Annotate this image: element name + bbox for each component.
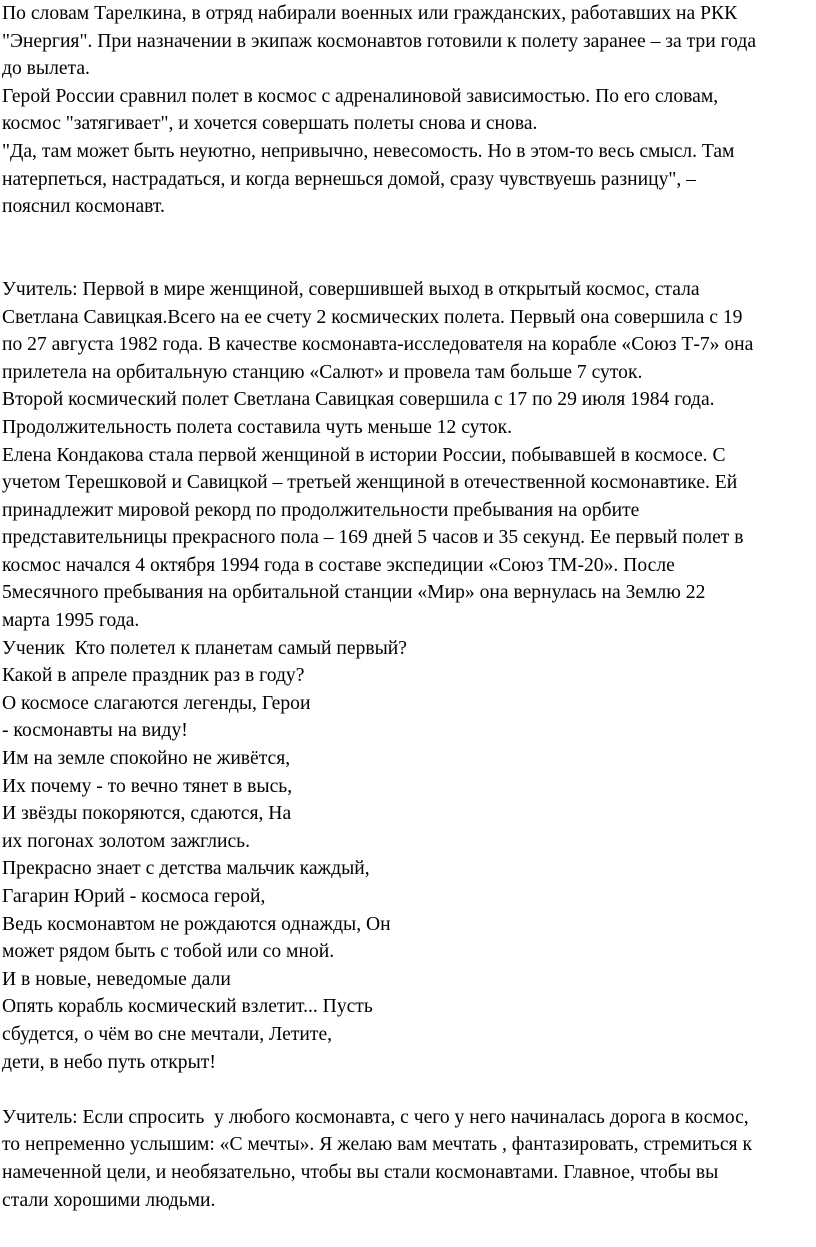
poem-line: Какой в апреле праздник раз в году?: [2, 665, 305, 687]
text-line: по 27 августа 1982 года. В качестве космонавта-исследователя на корабле «Союз Т-7» она: [2, 334, 754, 356]
poem-line: О космосе слагаются легенды, Герои: [2, 692, 311, 714]
text-line: Учитель: Первой в мире женщиной, совершившей выход в открытый космос, стала: [2, 278, 700, 300]
text-line: "Да, там может быть неуютно, непривычно, невесомость. Но в этом-то весь смысл. Там: [2, 140, 735, 162]
paragraph-teacher-dreams: [2, 1104, 816, 1214]
text-line: намеченной цели, и необязательно, чтобы вы стали космонавтами. Главное, чтобы вы: [2, 1161, 719, 1183]
text-line: космос "затягивает", и хочется совершать полеты снова и снова.: [2, 113, 538, 135]
paragraph-cosmonaut-quote: [2, 138, 816, 221]
text-line: Елена Кондакова стала первой женщиной в истории России, побывавшей в космосе. С: [2, 444, 726, 466]
text-line: до вылета.: [2, 58, 90, 80]
text-line: прилетела на орбитальную станцию «Салют» и провела там больше 7 суток.: [2, 361, 643, 383]
text-line: "Энергия". При назначении в экипаж космонавтов готовили к полету заранее – за три года: [2, 30, 757, 52]
text-line: учетом Терешковой и Савицкой – третьей женщиной в отечественной космонавтике. Ей: [2, 472, 738, 494]
poem-line: может рядом быть с тобой или со мной.: [2, 941, 335, 963]
poem-line: И в новые, неведомые дали: [2, 968, 231, 990]
paragraph-savitskaya-second-flight: [2, 386, 816, 441]
paragraph-kondakova: [2, 442, 816, 635]
text-line: По словам Тарелкина, в отряд набирали военных или гражданских, работавших на РКК: [2, 3, 738, 24]
paragraph-selection-criteria: [2, 0, 816, 83]
paragraph-teacher-savitskaya: [2, 276, 816, 386]
poem-line: - космонавты на виду!: [2, 720, 188, 742]
poem-line: Их почему - то вечно тянет в высь,: [2, 775, 293, 797]
poem-line: Ведь космонавтом не рождаются однажды, Он: [2, 913, 391, 935]
text-line: космос начался 4 октября 1994 года в составе экспедиции «Союз ТМ-20». После: [2, 554, 675, 576]
poem-line: Прекрасно знает с детства мальчик каждый,: [2, 858, 370, 880]
text-line: натерпеться, настрадаться, и когда вернешься домой, сразу чувствуешь разницу", –: [2, 168, 696, 190]
text-line: Герой России сравнил полет в космос с адреналиновой зависимостью. По его словам,: [2, 85, 719, 107]
text-line: принадлежит мировой рекорд по продолжительности пребывания на орбите: [2, 499, 640, 521]
poem-student: [2, 635, 816, 1077]
text-line: 5месячного пребывания на орбитальной станции «Мир» она вернулась на Землю 22: [2, 582, 706, 604]
text-line: пояснил космонавт.: [2, 196, 165, 218]
poem-line: Гагарин Юрий - космоса герой,: [2, 886, 266, 907]
text-line: марта 1995 года.: [2, 610, 140, 632]
text-line: Светлана Савицкая.Всего на ее счету 2 космических полета. Первый она совершила с 19: [2, 306, 743, 328]
poem-line: Опять корабль космический взлетит... Пусть: [2, 996, 373, 1018]
poem-line: Им на земле спокойно не живётся,: [2, 748, 291, 770]
text-line: Учитель: Если спросить у любого космонавта, с чего у него начиналась дорога в космос,: [2, 1106, 749, 1128]
poem-line: сбудется, о чём во сне мечтали, Летите,: [2, 1023, 333, 1045]
poem-line: их погонах золотом зажглись.: [2, 830, 251, 852]
blank-spacer: [2, 221, 816, 276]
text-line: Продолжительность полета составила чуть меньше 12 суток.: [2, 416, 513, 438]
poem-line: Ученик Кто полетел к планетам самый первый?: [2, 637, 407, 659]
text-line: то непременно услышим: «С мечты». Я желаю вам мечтать , фантазировать, стремиться к: [2, 1134, 752, 1156]
text-line: Второй космический полет Светлана Савицкая совершила с 17 по 29 июля 1984 года.: [2, 389, 715, 411]
text-line: представительницы прекрасного пола – 169 дней 5 часов и 35 секунд. Ее первый полет в: [2, 527, 744, 549]
blank-spacer: [2, 1076, 816, 1104]
text-line: стали хорошими людьми.: [2, 1189, 216, 1211]
poem-line: дети, в небо путь открыт!: [2, 1051, 216, 1073]
paragraph-hero-quote-intro: [2, 83, 816, 138]
poem-line: И звёзды покоряются, сдаются, На: [2, 803, 292, 825]
